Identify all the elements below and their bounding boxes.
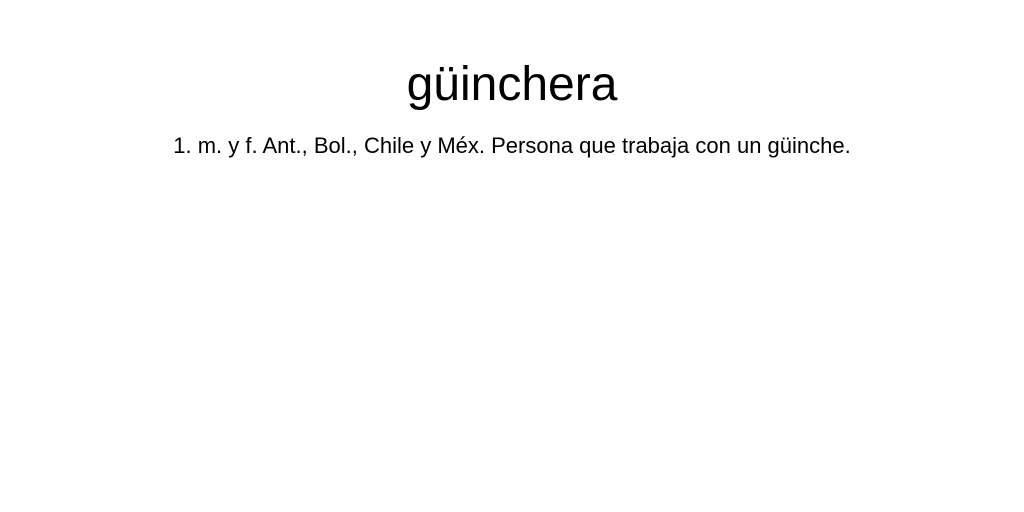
- headword: güinchera: [406, 58, 618, 111]
- definition-1: 1. m. y f. Ant., Bol., Chile y Méx. Persona que trabaja con un güinche.: [173, 133, 851, 158]
